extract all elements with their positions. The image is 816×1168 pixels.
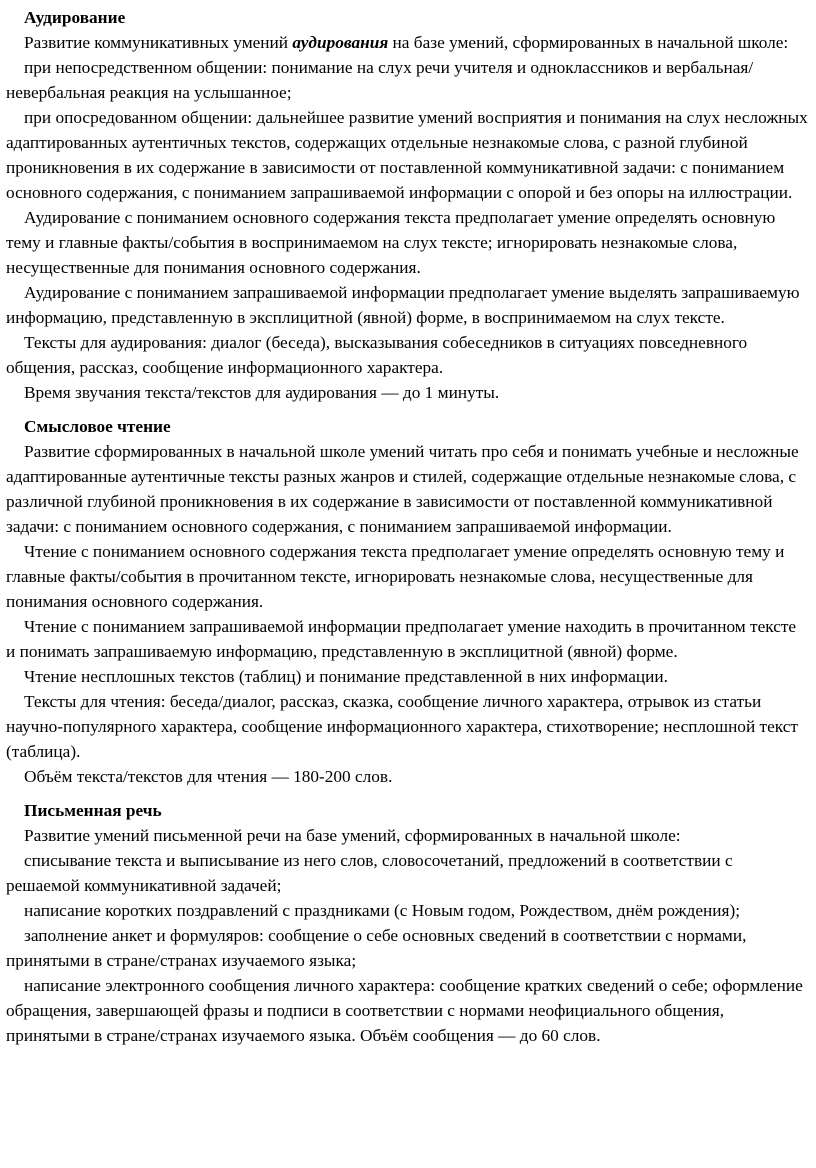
paragraph: Чтение с пониманием запрашиваемой информации предполагает умение находить в прочитанном тексте и понимать запрашиваемую информацию, представленную в эксплицитной (явной) форме.: [6, 617, 797, 661]
paragraph: Тексты для аудирования: диалог (беседа), высказывания собеседников в ситуациях повседневного общения, рассказ, сообщение информационного характера.: [6, 333, 748, 377]
paragraph: Развитие сформированных в начальной школе умений читать про себя и понимать учебные и несложные адаптированные аутентичные тексты разных жанров и стилей, содержащие отдельные незнакомые слова, с различной глубиной проникновения в их содержание в зависимости от поставленной коммуникативной задачи: с пониманием основного содержания, с пониманием запрашиваемой информации.: [6, 442, 799, 536]
paragraph: при опосредованном общении: дальнейшее развитие умений восприятия и понимания на слух несложных адаптированных аутентичных текстов, содержащих отдельные незнакомые слова, с разной глубиной проникновения в их содержание в зависимости от поставленной коммуникативной задачи: с пониманием основного содержания, с пониманием запрашиваемой информации с опорой и без опоры на иллюстрации.: [6, 108, 808, 202]
paragraph: Чтение с пониманием основного содержания текста предполагает умение определять основную тему и главные факты/события в прочитанном тексте, игнорировать незнакомые слова, несущественные для понимания основного содержания.: [6, 542, 785, 611]
section-heading: Смысловое чтение: [24, 417, 171, 436]
paragraph: [6, 30, 808, 55]
paragraph: Аудирование с пониманием основного содержания текста предполагает умение определять основную тему и главные факты/события в воспринимаемом на слух тексте; игнорировать незнакомые слова, несущественные для понимания основного содержания.: [6, 208, 776, 277]
paragraph: Тексты для чтения: беседа/диалог, рассказ, сказка, сообщение личного характера, отрывок из статьи научно-популярного характера, сообщение информационного характера, стихотворение; несплошной текст (таблица).: [6, 692, 798, 761]
paragraph: Аудирование с пониманием запрашиваемой информации предполагает умение выделять запрашиваемую информацию, представленную в эксплицитной (явной) форме, в воспринимаемом на слух тексте.: [6, 283, 800, 327]
section-reading: [6, 414, 808, 789]
paragraph-text: на базе умений, сформированных в начальной школе:: [388, 33, 789, 52]
section-heading: Аудирование: [24, 8, 126, 27]
section-listening: [6, 5, 808, 405]
paragraph: Чтение несплошных текстов (таблиц) и понимание представленной в них информации.: [24, 667, 668, 686]
paragraph: заполнение анкет и формуляров: сообщение о себе основных сведений в соответствии с нормами, принятыми в стране/странах изучаемого языка;: [6, 926, 747, 970]
paragraph: Объём текста/текстов для чтения — 180-200 слов.: [24, 767, 393, 786]
paragraph: Развитие умений письменной речи на базе умений, сформированных в начальной школе:: [24, 826, 681, 845]
paragraph-text: Развитие коммуникативных умений: [24, 33, 293, 52]
paragraph: написание коротких поздравлений с праздниками (с Новым годом, Рождеством, днём рождения);: [24, 901, 741, 920]
paragraph: при непосредственном общении: понимание на слух речи учителя и одноклассников и вербальная/невербальная реакция на услышанное;: [6, 58, 754, 102]
section-writing: [6, 798, 808, 1048]
paragraph: Время звучания текста/текстов для аудирования — до 1 минуты.: [24, 383, 500, 402]
paragraph: списывание текста и выписывание из него слов, словосочетаний, предложений в соответствии с решаемой коммуникативной задачей;: [6, 851, 733, 895]
section-heading: Письменная речь: [24, 801, 162, 820]
paragraph: написание электронного сообщения личного характера: сообщение кратких сведений о себе; оформление обращения, завершающей фразы и подписи в соответствии с нормами неофициального общения, принятыми в стране/странах изучаемого языка. Объём сообщения — до 60 слов.: [6, 976, 803, 1045]
emphasized-term: аудирования: [292, 33, 389, 52]
